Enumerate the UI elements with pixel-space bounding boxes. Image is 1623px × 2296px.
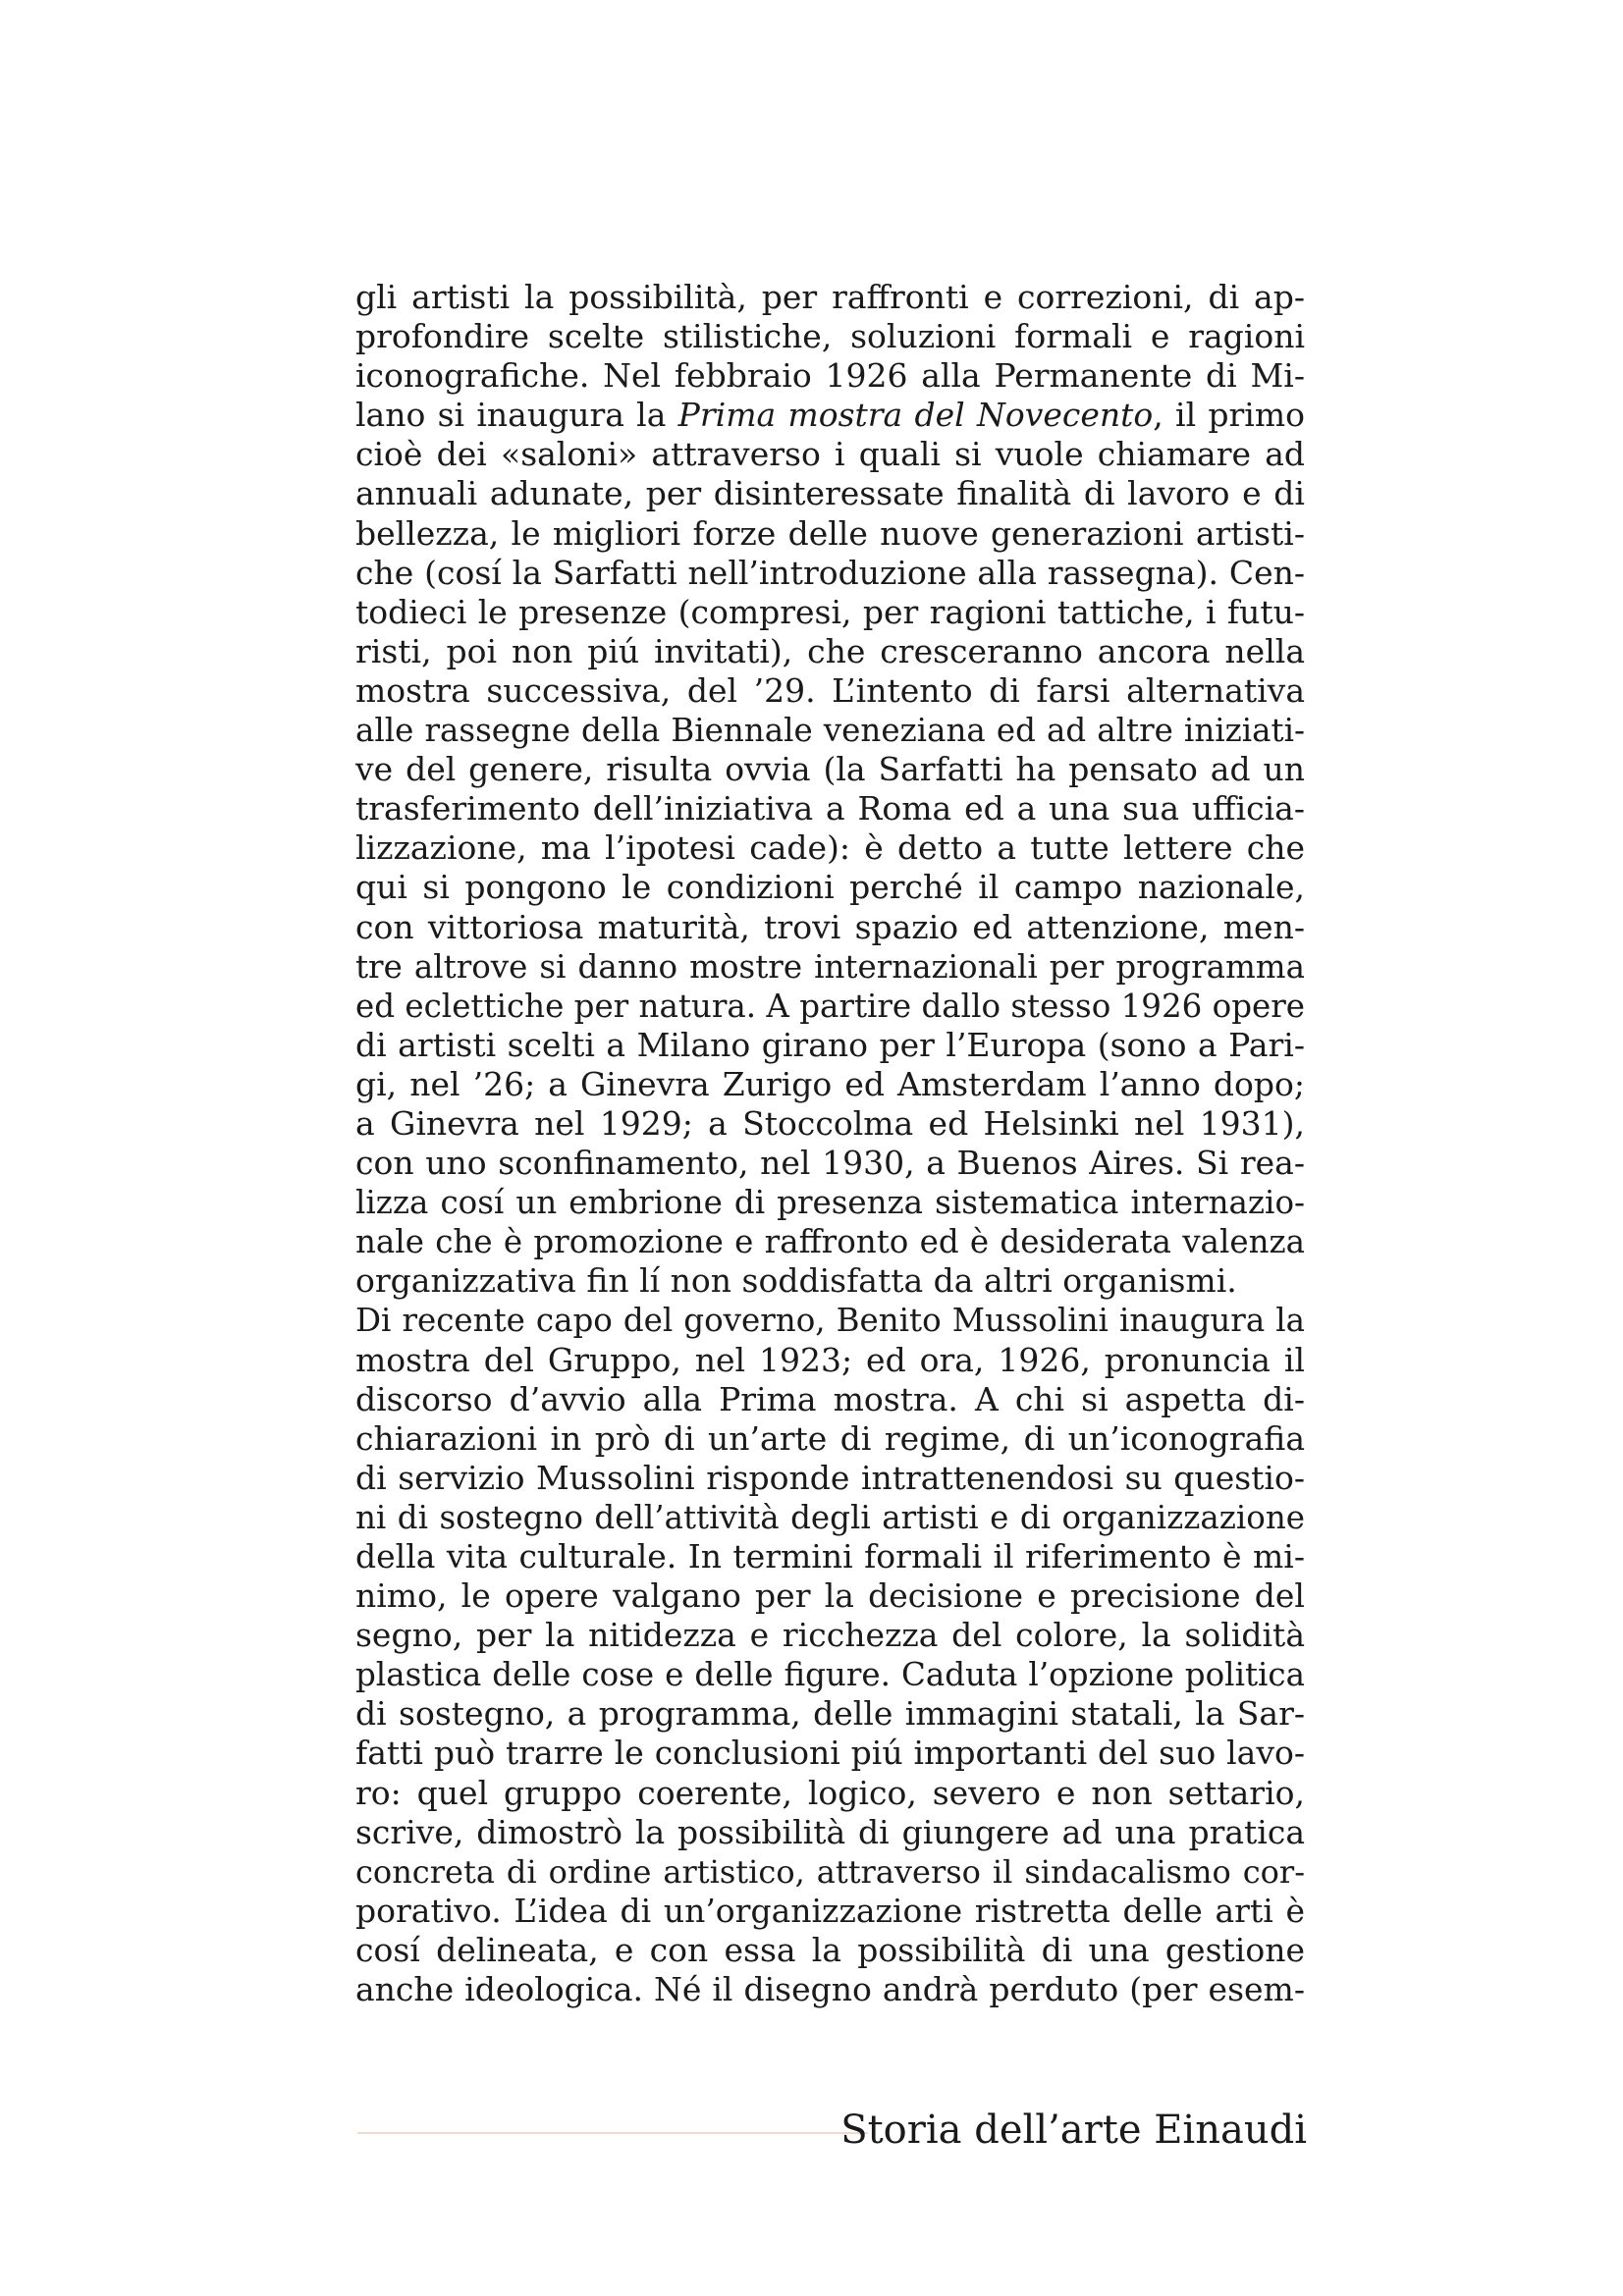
text-line: plastica delle cose e delle figure. Caduta l’opzione politica xyxy=(355,1656,1305,1694)
text-line: con uno sconfinamento, nel 1930, a Buenos Aires. Si rea- xyxy=(355,1144,1305,1183)
body-text xyxy=(355,278,1305,2009)
text-line: gli artisti la possibilità, per raffronti e correzioni, di ap- xyxy=(355,278,1305,316)
text-line: qui si pongono le condizioni perché il campo nazionale, xyxy=(355,868,1305,907)
text-line: todieci le presenze (compresi, per ragioni tattiche, i futu- xyxy=(355,592,1305,631)
text-line: anche ideologica. Né il disegno andrà perduto (per esem- xyxy=(355,1970,1305,2009)
text-fragment: , il primo xyxy=(1153,396,1305,435)
text-line: ni di sostegno dell’attività degli artisti e di organizzazione xyxy=(355,1498,1305,1536)
text-line: porativo. L’idea di un’organizzazione ristretta delle arti è xyxy=(355,1891,1305,1930)
text-line: cioè dei «saloni» attraverso i quali si vuole chiamare ad xyxy=(355,435,1305,474)
text-line: di artisti scelti a Milano girano per l’Europa (sono a Pari- xyxy=(355,1025,1305,1064)
text-line: alle rassegne della Biennale veneziana ed ad altre iniziati- xyxy=(355,712,1305,750)
text-line: di servizio Mussolini risponde intrattenendosi su questio- xyxy=(355,1458,1305,1497)
text-line: ed eclettiche per natura. A partire dallo stesso 1926 opere xyxy=(355,987,1305,1025)
text-line: mostra successiva, del ’29. L’intento di farsi alternativa xyxy=(355,670,1305,710)
text-line: a Ginevra nel 1929; a Stoccolma ed Helsinki nel 1931), xyxy=(355,1103,1305,1143)
text-line: che (cosí la Sarfatti nell’introduzione alla rassegna). Cen- xyxy=(355,553,1305,592)
text-line: mostra del Gruppo, nel 1923; ed ora, 1926, pronuncia il xyxy=(355,1340,1305,1379)
text-line: cosí delineata, e con essa la possibilità di una gestione xyxy=(355,1930,1305,1969)
text-line: ro: quel gruppo coerente, logico, severo e non settario, xyxy=(355,1773,1305,1812)
text-line: trasferimento dell’iniziativa a Roma ed a una sua ufficia- xyxy=(355,789,1305,828)
text-line: gi, nel ’26; a Ginevra Zurigo ed Amsterdam l’anno dopo; xyxy=(355,1064,1305,1103)
text-line: con vittoriosa maturità, trovi spazio ed attenzione, men- xyxy=(355,907,1305,946)
text-line: lizza cosí un embrione di presenza sistematica internazio- xyxy=(355,1184,1305,1222)
text-line: segno, per la nitidezza e ricchezza del colore, la solidità xyxy=(355,1616,1305,1655)
text-line: chiarazioni in prò di un’arte di regime, di un’iconografia xyxy=(355,1418,1305,1458)
text-line: nale che è promozione e raffronto ed è desiderata valenza xyxy=(355,1223,1305,1261)
text-line: organizzativa fin lí non soddisfatta da altri organismi. xyxy=(355,1261,1237,1301)
text-line: concreta di ordine artistico, attraverso il sindacalismo cor- xyxy=(355,1852,1305,1891)
footer-rule xyxy=(357,2132,868,2134)
text-line: scrive, dimostrò la possibilità di giungere ad una pratica xyxy=(355,1812,1305,1851)
text-line: lizzazione, ma l’ipotesi cade): è detto a tutte lettere che xyxy=(355,828,1305,868)
text-line: fatti può trarre le conclusioni piú importanti del suo lavo- xyxy=(355,1734,1305,1773)
text-line: bellezza, le migliori forze delle nuove generazioni artisti- xyxy=(355,513,1305,553)
exhibition-title: Prima mostra del Novecento xyxy=(677,396,1154,435)
text-line: risti, poi non piú invitati), che cresceranno ancora nella xyxy=(355,631,1305,670)
text-line: ve del genere, risulta ovvia (la Sarfatti ha pensato ad un xyxy=(355,750,1305,789)
text-line: nimo, le opere valgano per la decisione e precisione del xyxy=(355,1576,1305,1616)
text-line: tre altrove si danno mostre internazionali per programma xyxy=(355,947,1305,986)
text-line: iconografiche. Nel febbraio 1926 alla Permanente di Mi- xyxy=(355,356,1305,396)
text-line: della vita culturale. In termini formali il riferimento è mi- xyxy=(355,1537,1305,1575)
text-fragment: lano si inaugura la xyxy=(355,396,678,435)
text-line-with-title xyxy=(355,396,1305,435)
text-line: profondire scelte stilistiche, soluzioni formali e ragioni xyxy=(355,317,1305,356)
series-title: Storia dell’arte Einaudi xyxy=(840,2108,1307,2153)
text-line: Di recente capo del governo, Benito Mussolini inaugura la xyxy=(355,1302,1305,1340)
text-line: discorso d’avvio alla Prima mostra. A chi si aspetta di- xyxy=(355,1379,1305,1418)
text-line: annuali adunate, per disinteressate finalità di lavoro e di xyxy=(355,474,1305,513)
text-line: di sostegno, a programma, delle immagini statali, la Sar- xyxy=(355,1694,1305,1734)
